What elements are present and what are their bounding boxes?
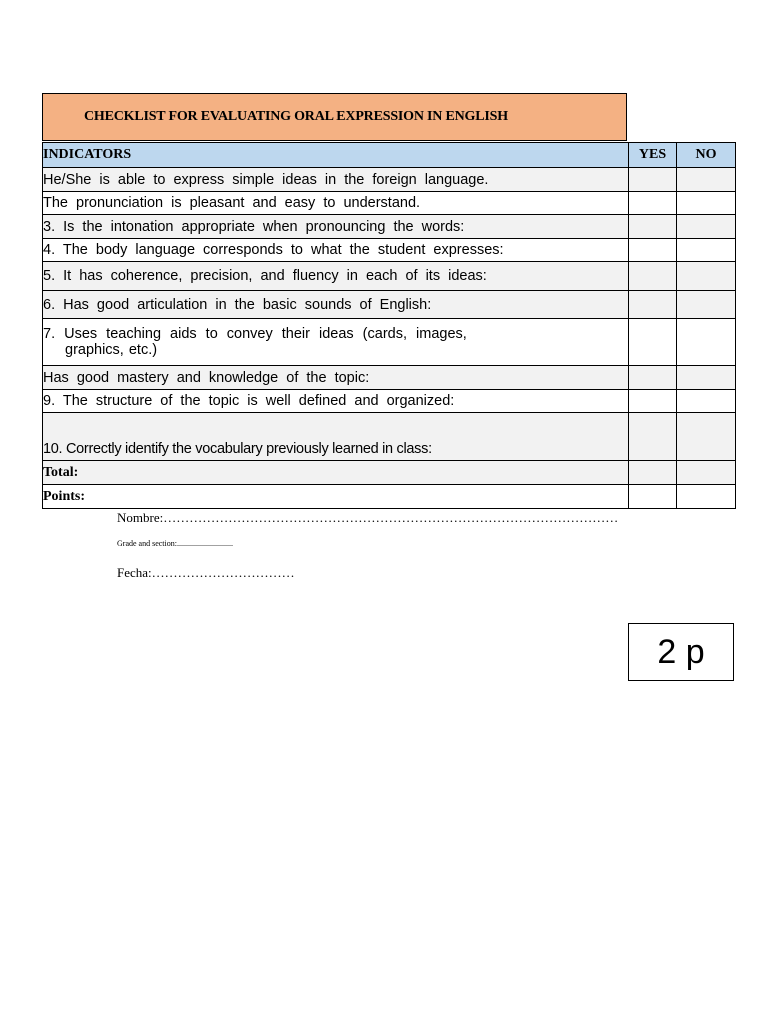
yes-cell[interactable] — [629, 390, 677, 413]
yes-cell[interactable] — [629, 319, 677, 366]
no-cell[interactable] — [677, 168, 736, 192]
indicator-text-line: 7. Uses teaching aids to convey their ideas (cards, images, — [43, 326, 467, 342]
no-cell[interactable] — [677, 262, 736, 291]
table-row — [43, 366, 736, 390]
no-cell[interactable] — [677, 215, 736, 239]
indicator-text: 3. Is the intonation appropriate when pronouncing the words: — [43, 215, 629, 239]
total-row — [43, 461, 736, 485]
yes-cell[interactable] — [629, 413, 677, 461]
header-row — [43, 143, 736, 168]
indicator-text: 10. Correctly identify the vocabulary previously learned in class: — [43, 413, 629, 461]
yes-cell[interactable] — [629, 192, 677, 215]
yes-cell[interactable] — [629, 168, 677, 192]
checklist-table — [42, 142, 736, 509]
indicator-text: Has good mastery and knowledge of the topic: — [43, 366, 629, 390]
fecha-field: Fecha:…………………………… — [117, 565, 295, 580]
indicator-text: 4. The body language corresponds to what the student expresses: — [43, 239, 629, 262]
indicator-text: He/She is able to express simple ideas in the foreign language. — [43, 168, 629, 192]
no-cell[interactable] — [677, 319, 736, 366]
nombre-field: Nombre:…………………………………………………………………………………………… — [117, 510, 619, 525]
table-row — [43, 413, 736, 461]
table-row — [43, 192, 736, 215]
yes-cell[interactable] — [629, 366, 677, 390]
indicator-text: The pronunciation is pleasant and easy to understand. — [43, 192, 629, 215]
no-cell[interactable] — [677, 413, 736, 461]
indicator-text: 6. Has good articulation in the basic sounds of English: — [43, 291, 629, 319]
indicator-text: 9. The structure of the topic is well defined and organized: — [43, 390, 629, 413]
indicator-text: 5. It has coherence, precision, and fluency in each of its ideas: — [43, 262, 629, 291]
yes-cell[interactable] — [629, 215, 677, 239]
table-row — [43, 390, 736, 413]
indicator-text — [43, 319, 629, 366]
yes-cell[interactable] — [629, 262, 677, 291]
table-row — [43, 262, 736, 291]
points-yes-cell[interactable] — [629, 485, 677, 509]
total-label: Total: — [43, 461, 629, 485]
indicator-text-continuation: graphics, etc.) — [65, 342, 158, 358]
table-row — [43, 291, 736, 319]
points-row — [43, 485, 736, 509]
grade-section-field: Grade and section:............................ — [117, 539, 233, 548]
points-label: Points: — [43, 485, 629, 509]
checklist-title: CHECKLIST FOR EVALUATING ORAL EXPRESSION IN ENGLISH — [42, 93, 627, 141]
indicators-header: INDICATORS — [43, 143, 629, 168]
table-row — [43, 168, 736, 192]
total-yes-cell[interactable] — [629, 461, 677, 485]
points-no-cell[interactable] — [677, 485, 736, 509]
table-row — [43, 239, 736, 262]
yes-cell[interactable] — [629, 291, 677, 319]
yes-cell[interactable] — [629, 239, 677, 262]
no-cell[interactable] — [677, 239, 736, 262]
table-row — [43, 215, 736, 239]
yes-header: YES — [629, 143, 677, 168]
score-box: 2 p — [628, 623, 734, 681]
total-no-cell[interactable] — [677, 461, 736, 485]
no-cell[interactable] — [677, 291, 736, 319]
no-cell[interactable] — [677, 192, 736, 215]
no-cell[interactable] — [677, 366, 736, 390]
no-cell[interactable] — [677, 390, 736, 413]
no-header: NO — [677, 143, 736, 168]
table-row — [43, 319, 736, 366]
